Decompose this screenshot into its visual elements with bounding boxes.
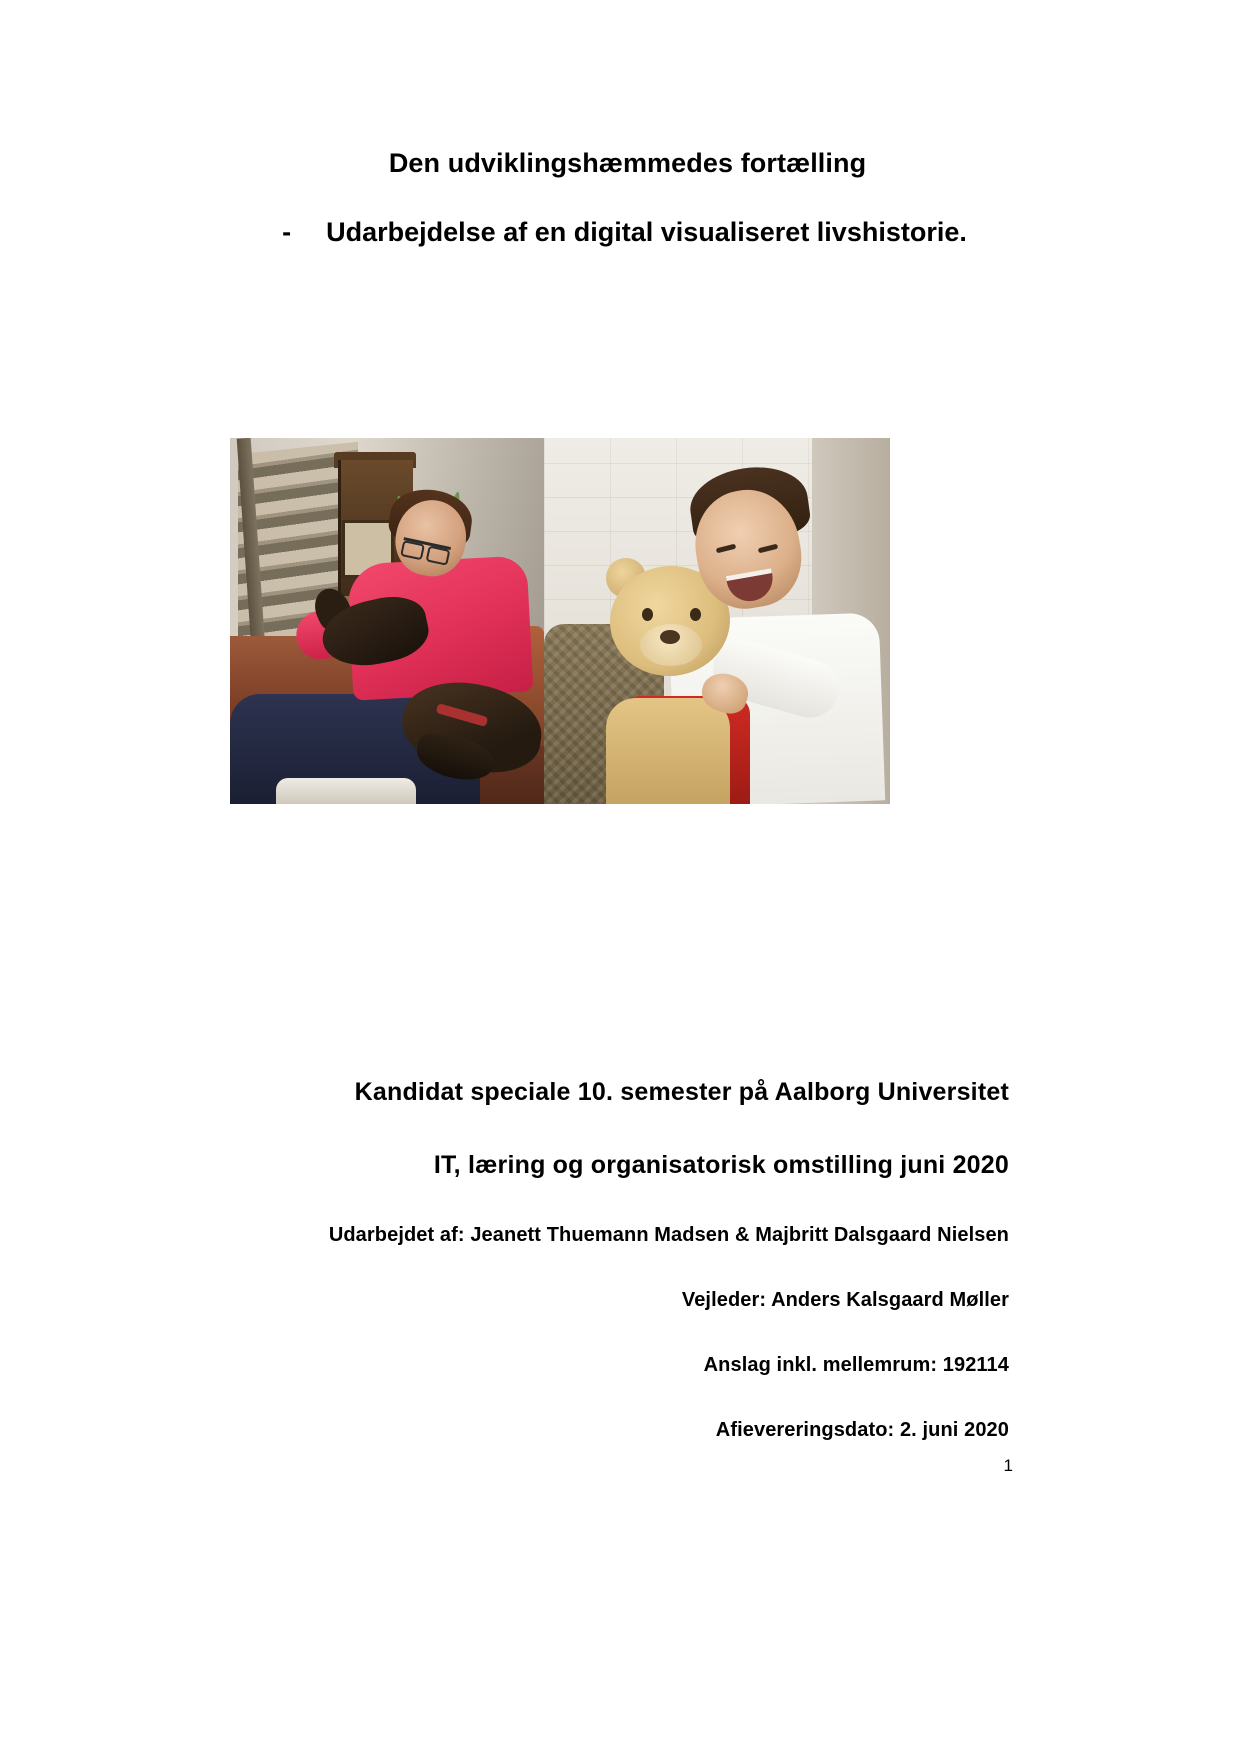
hand-in-date-line: Afievereringsdato: 2. juni 2020 [715, 1419, 1009, 1441]
photo-row [230, 438, 890, 804]
character-count-line: Anslag inkl. mellemrum: 192114 [703, 1354, 1009, 1376]
blanket [276, 778, 416, 804]
page-subtitle: Udarbejdelse af en digital visualiseret livshistorie. [326, 217, 967, 247]
authors-line: Udarbejdet af: Jeanett Thuemann Madsen & Majbritt Dalsgaard Nielsen [328, 1224, 1009, 1246]
title-block [0, 148, 1241, 248]
teddy-eye [642, 608, 653, 621]
teddy-eye [690, 608, 701, 621]
metadata-block [0, 1078, 1241, 1484]
supervisor-line: Vejleder: Anders Kalsgaard Møller [681, 1289, 1009, 1311]
course-line: Kandidat speciale 10. semester på Aalborg Universitet [354, 1078, 1009, 1106]
photo-person-hugging-teddy [544, 438, 890, 804]
page-number: 1 [1003, 1456, 1013, 1475]
page-title: Den udviklingshæmmedes fortælling [388, 148, 867, 178]
programme-line: IT, læring og organisatorisk omstilling juni 2020 [433, 1151, 1009, 1179]
teddy-body [606, 698, 730, 804]
photo-woman-with-dogs [230, 438, 544, 804]
teddy-nose [660, 630, 680, 644]
page-subtitle-line [0, 217, 1241, 248]
title-dash: - [282, 217, 292, 247]
